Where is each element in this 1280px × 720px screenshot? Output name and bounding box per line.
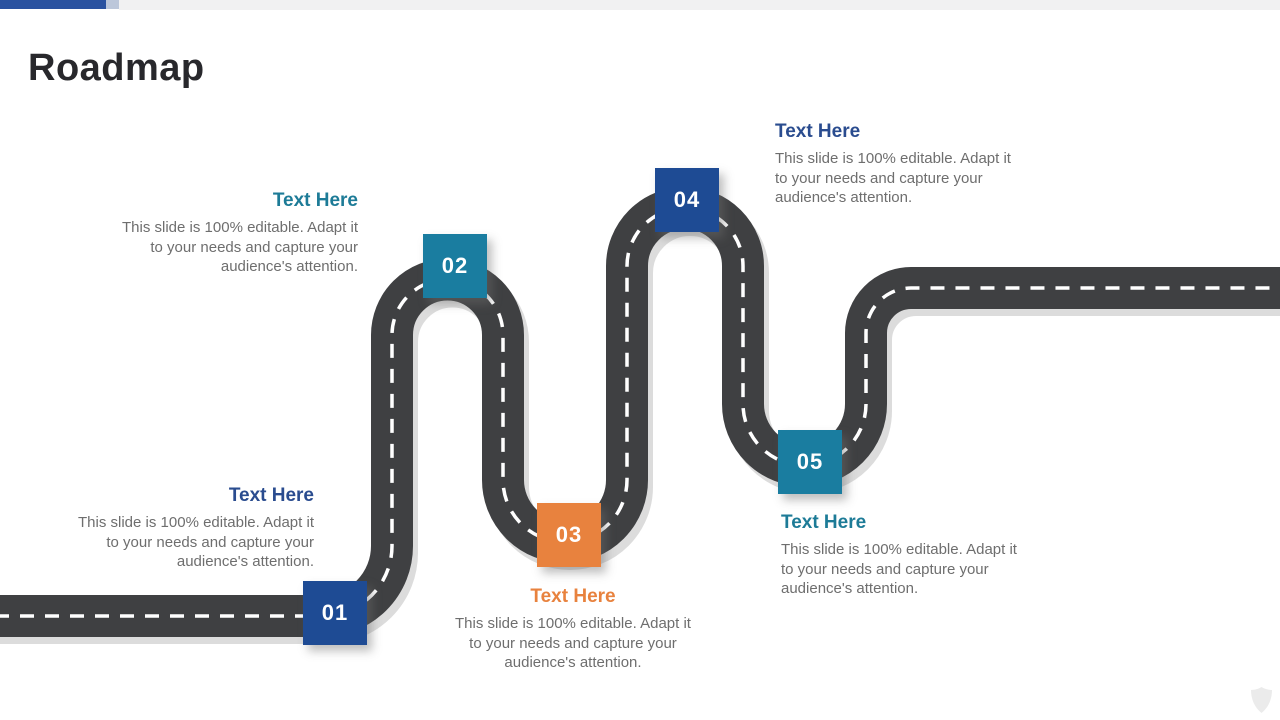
- milestone-body-line: This slide is 100% editable. Adapt it: [781, 541, 1017, 558]
- milestone-badge-03: [537, 503, 601, 567]
- milestone-body-line: to your needs and capture your: [150, 238, 358, 256]
- milestone-body-line: audience's attention.: [176, 553, 314, 570]
- milestone-badge-05: [778, 430, 842, 494]
- milestone-body-line: audience's attention.: [781, 580, 919, 597]
- milestone-number: 04: [673, 187, 701, 212]
- milestone-badge-04: [655, 168, 719, 232]
- milestone-body-line: to your needs and capture your: [781, 560, 989, 578]
- milestone-heading: Text Here: [272, 190, 358, 211]
- milestone-heading: Text Here: [530, 586, 616, 607]
- milestone-body-line: to your needs and capture your: [775, 169, 983, 187]
- milestone-number: 02: [441, 253, 469, 278]
- milestone-badge-02: [423, 234, 487, 298]
- milestone-text-03: [432, 586, 714, 673]
- milestone-text-05: [781, 512, 1073, 599]
- milestone-text-02: [78, 190, 358, 277]
- milestone-body-line: This slide is 100% editable. Adapt it: [122, 219, 358, 236]
- milestone-body-line: to your needs and capture your: [106, 533, 314, 551]
- milestone-heading: Text Here: [228, 485, 314, 506]
- milestone-badge-01: [303, 581, 367, 645]
- accent-bar: [0, 0, 106, 9]
- milestone-heading: Text Here: [781, 512, 867, 533]
- milestone-body-line: audience's attention.: [775, 189, 913, 206]
- milestone-body-line: audience's attention.: [220, 258, 358, 275]
- milestone-heading: Text Here: [775, 121, 861, 142]
- milestone-body-line: audience's attention.: [504, 654, 642, 671]
- milestone-body-line: to your needs and capture your: [469, 634, 677, 652]
- milestone-number: 03: [555, 522, 583, 547]
- milestone-text-04: [775, 121, 1067, 208]
- milestone-number: 05: [796, 449, 824, 474]
- page-title: Roadmap: [28, 47, 205, 90]
- watermark-shield-icon: [1251, 687, 1272, 713]
- milestone-body-line: This slide is 100% editable. Adapt it: [455, 615, 691, 632]
- milestone-text-01: [34, 485, 314, 572]
- top-bar: [119, 0, 1280, 10]
- milestone-body-line: This slide is 100% editable. Adapt it: [775, 150, 1011, 167]
- milestone-number: 01: [321, 600, 349, 625]
- milestone-body-line: This slide is 100% editable. Adapt it: [78, 514, 314, 531]
- accent-bar-chip: [106, 0, 119, 9]
